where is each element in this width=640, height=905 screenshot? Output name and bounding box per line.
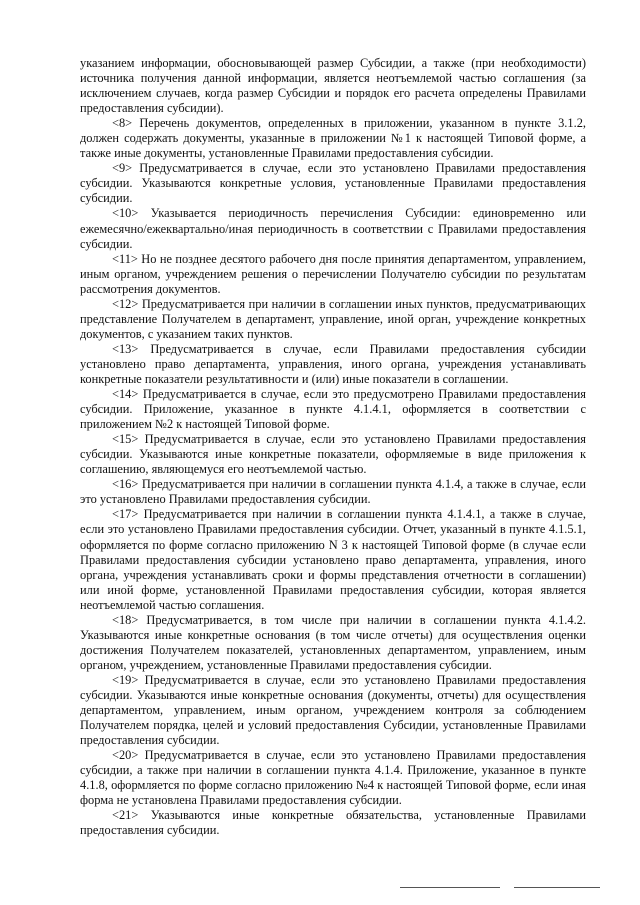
footnote-19: <19> Предусматривается в случае, если это установлено Правилами предоставления субсидии. Указываются иные конкретные основания (документы, отчеты) для осуществления департаментом, управлением, иным органом, учреждением контроля за соблюдением Получателем порядка, целей и условий предоставления Субсидии, установленные Правилами предоставления субсидии. bbox=[80, 672, 586, 748]
footnote-20: <20> Предусматривается в случае, если это установлено Правилами предоставления субсидии, а также при наличии в соглашении пункта 4.1.4. Приложение, указанное в пункте 4.1.8, оформляется по форме согласно приложению №4 к настоящей Типовой форме, если иная форма не установлена Правилами предоставления субсидии. bbox=[80, 748, 586, 808]
footnote-14: <14> Предусматривается в случае, если это предусмотрено Правилами предоставления субсидии. Приложение, указанное в пункте 4.1.4.1, оформляется в соответствии с приложением №2 к настоящей Типовой форме. bbox=[80, 387, 586, 432]
footnote-12: <12> Предусматривается при наличии в соглашении иных пунктов, предусматривающих представление Получателем в департамент, управление, иной орган, учреждение конкретных документов, с указанием таких пунктов. bbox=[80, 296, 586, 341]
footnote-11: <11> Но не позднее десятого рабочего дня после принятия департаментом, управлением, иным органом, учреждением решения о перечислении Получателю субсидии по результатам рассмотрения документов. bbox=[80, 251, 586, 296]
footnote-8: <8> Перечень документов, определенных в приложении, указанном в пункте 3.1.2, должен содержать документы, указанные в приложении №1 к настоящей Типовой форме, а также иные документы, установленные Правилами предоставления субсидии. bbox=[80, 116, 586, 161]
footnote-continuation: указанием информации, обосновывающей размер Субсидии, а также (при необходимости) источника получения данной информации, является неотъемлемой частью соглашения (за исключением случаев, когда размер Субсидии и порядок его расчета определены Правилами предоставления субсидии). bbox=[80, 56, 586, 116]
footnotes-text bbox=[80, 56, 586, 838]
footnote-18: <18> Предусматривается, в том числе при наличии в соглашении пункта 4.1.4.2. Указываются иные конкретные основания (в том числе отчеты) для осуществления оценки достижения Получателем показателей, установленных департаментом, управлением, иным органом, учреждением, установленные Правилами предоставления субсидии. bbox=[80, 612, 586, 672]
footnote-15: <15> Предусматривается в случае, если это установлено Правилами предоставления субсидии. Указываются иные конкретные показатели, оформляемые в виде приложения к соглашению, являющемуся его неотъемлемой частью. bbox=[80, 432, 586, 477]
footnote-21: <21> Указываются иные конкретные обязательства, установленные Правилами предоставления субсидии. bbox=[80, 808, 586, 838]
footnote-9: <9> Предусматривается в случае, если это установлено Правилами предоставления субсидии. Указываются конкретные условия, установленные Правилами предоставления субсидии. bbox=[80, 161, 586, 206]
footnote-16: <16> Предусматривается при наличии в соглашении пункта 4.1.4, а также в случае, если это установлено Правилами предоставления субсидии. bbox=[80, 477, 586, 507]
footnote-13: <13> Предусматривается в случае, если Правилами предоставления субсидии установлено право департамента, управления, иного органа, учреждения устанавливать конкретные показатели результативности и (или) иные показатели в соглашении. bbox=[80, 341, 586, 386]
footnote-17: <17> Предусматривается при наличии в соглашении пункта 4.1.4.1, а также в случае, если это установлено Правилами предоставления субсидии. Отчет, указанный в пункте 4.1.5.1, оформляется по форме согласно приложению N 3 к настоящей Типовой форме (в случае если Правилами предоставления субсидии установлено право департамента, управления, иного органа, учреждения устанавливать сроки и формы представления отчетности в соглашении) или иной форме, установленной Правилами предоставления субсидии, которая является неотъемлемой частью соглашения. bbox=[80, 507, 586, 612]
footnote-10: <10> Указывается периодичность перечисления Субсидии: единовременно или ежемесячно/ежеквартально/иная периодичность в соответствии с Правилами предоставления субсидии. bbox=[80, 206, 586, 251]
footer-divider-right bbox=[514, 887, 600, 888]
footer-divider-left bbox=[400, 887, 500, 888]
